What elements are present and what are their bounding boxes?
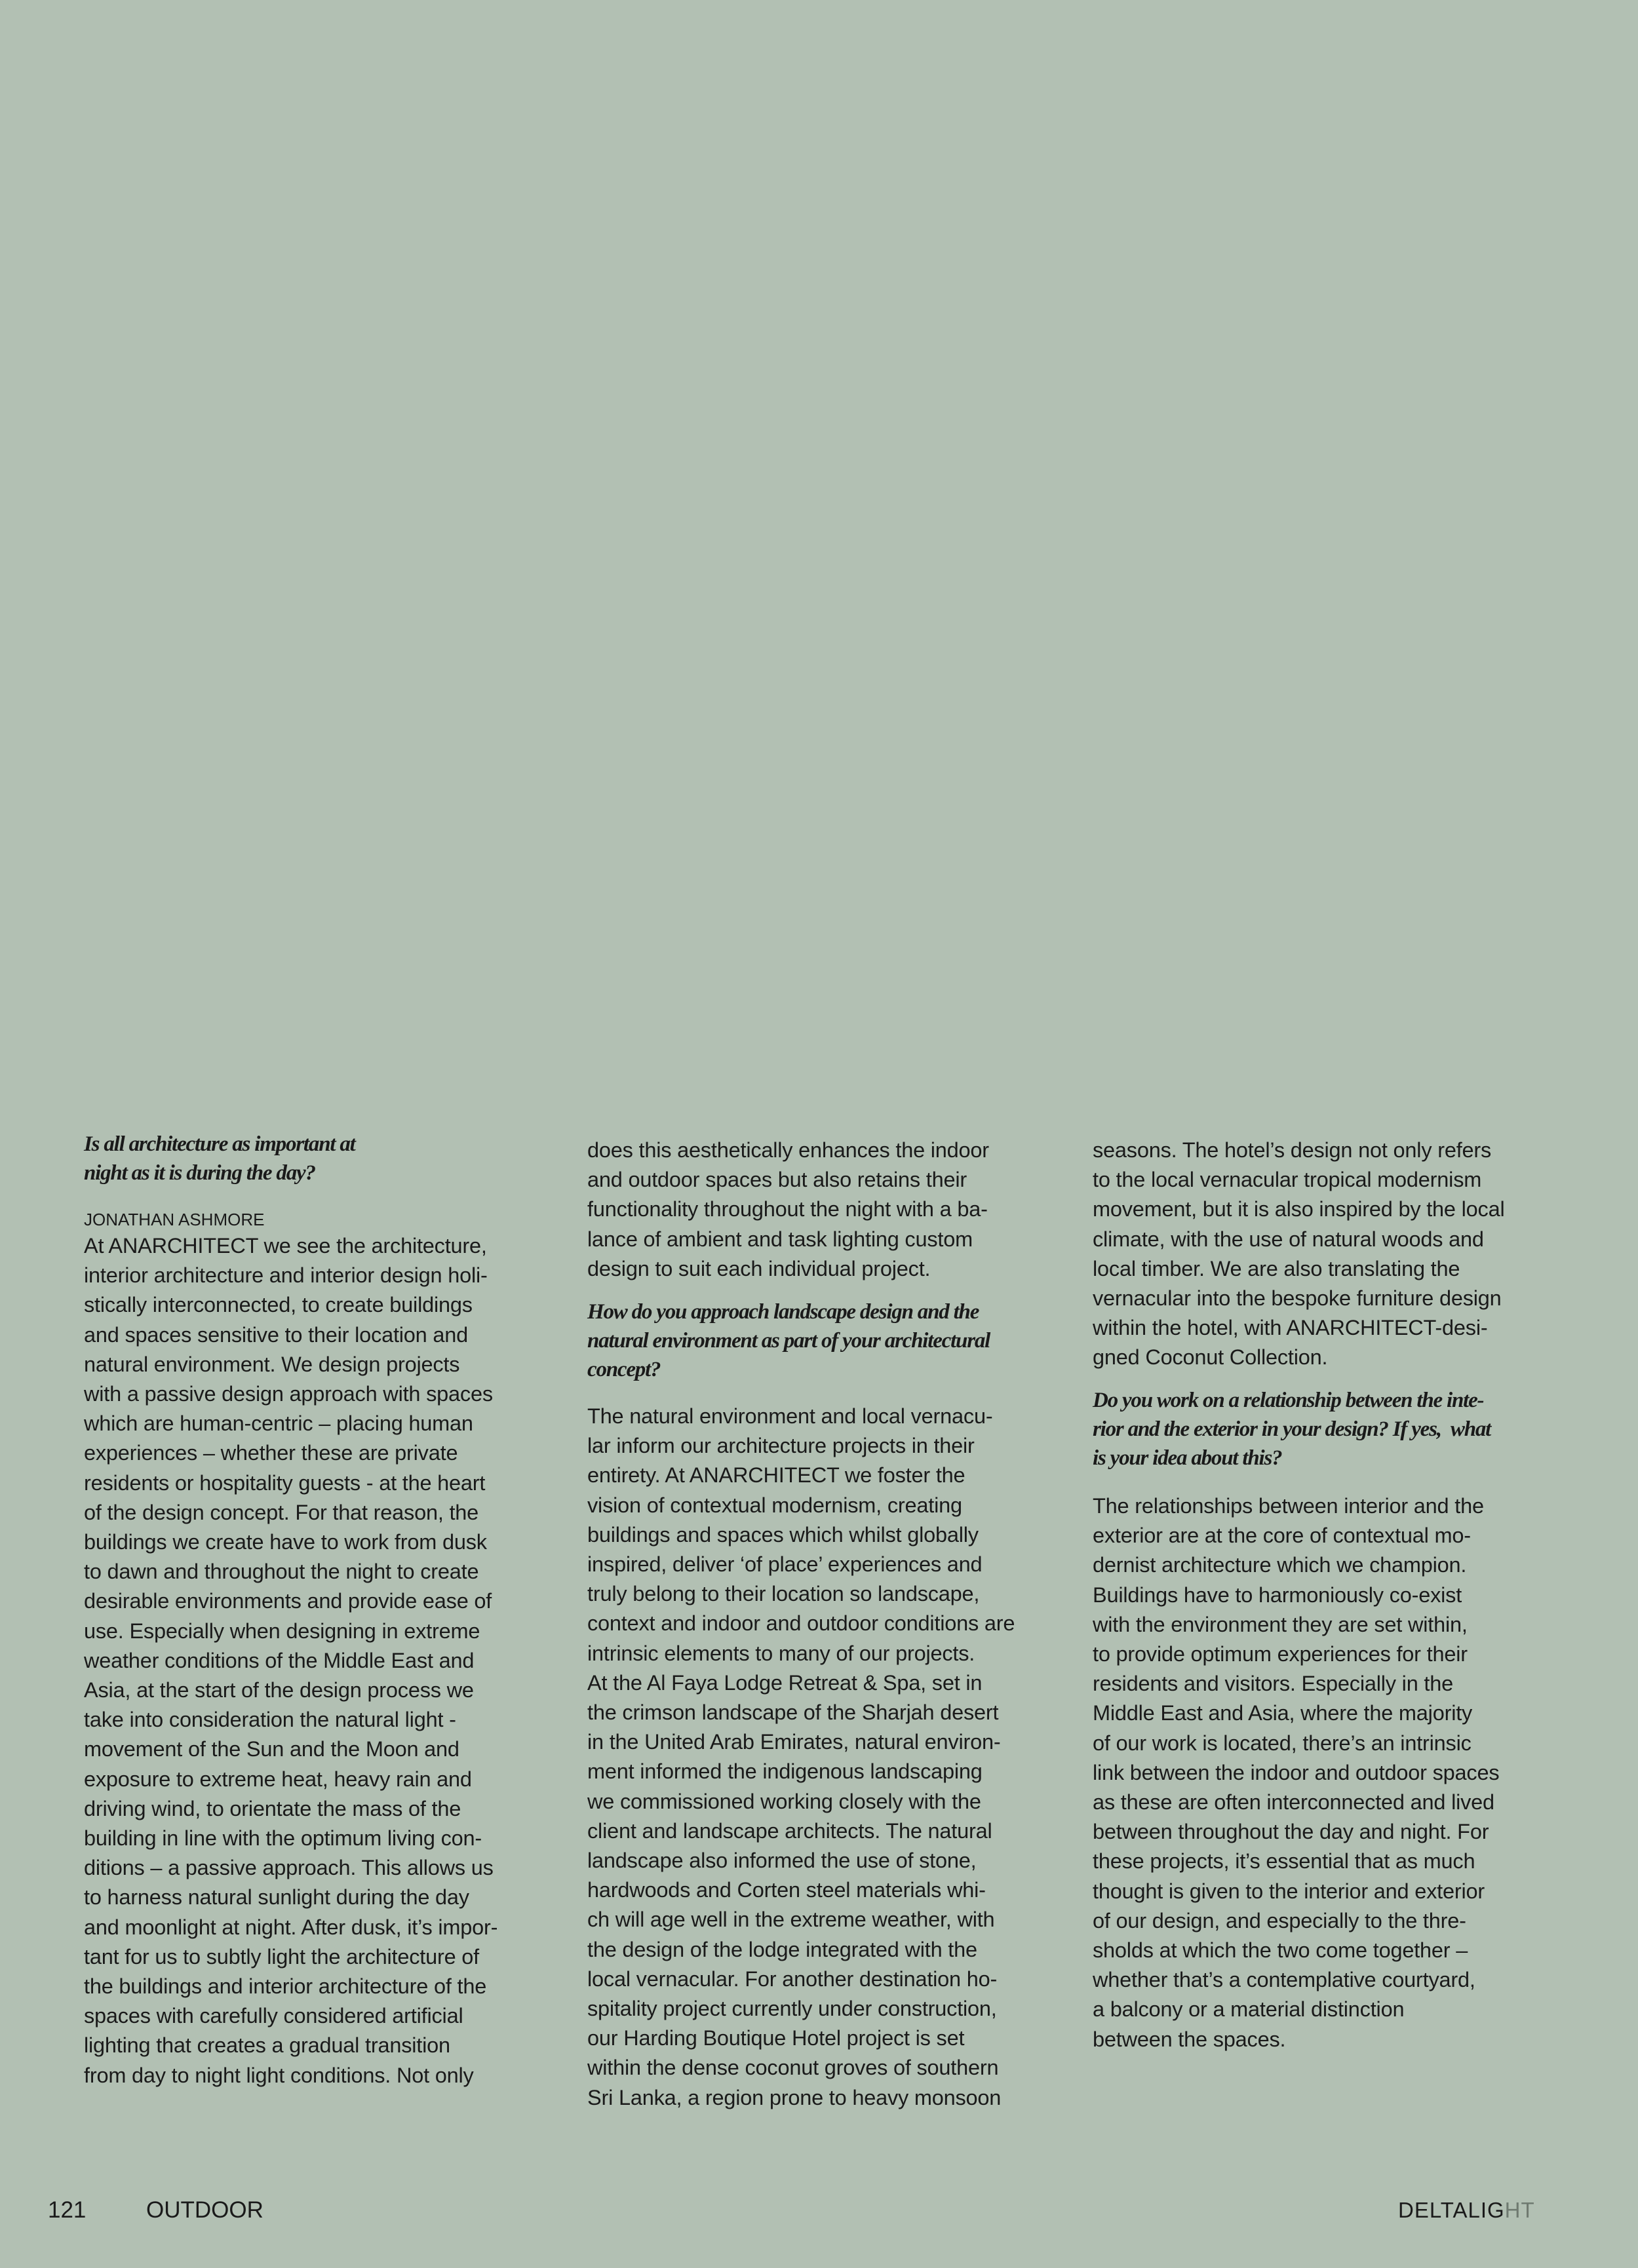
answer-continuation: seasons. The hotel’s design not only refers to the local vernacular tropical modernism movement, but it is also inspired by the local climate, with the use of natural woods and local timber. We are also translating the vernacular into the bespoke furniture design within the hotel, with ANARCHITECT-desi- gned Coconut Collection.: [1093, 1138, 1505, 1370]
section-label: OUTDOOR: [146, 2197, 263, 2223]
logo-light-part: HT: [1504, 2198, 1535, 2222]
answer-paragraph: The relationships between interior and the exterior are at the core of contextual mo- dernist architecture which we champion. Buildings have to harmoniously co-exist with the environment they are set within, to provide optimum experiences for their residents and visitors. Especially in the Middle East and Asia, where the majority of our work is located, there’s an intrinsic link between the indoor and outdoor spaces as these are often interconnected and lived between throughout the day and night. For these projects, it’s essential that as much thought is given to the interior and exterior of our design, and especially to the thre- sholds at which the two come together – whether that’s a contemplative courtyard, a balcony or a material distinction between the spaces.: [1093, 1494, 1500, 2051]
answer-continuation: does this aesthetically enhances the indoor and outdoor spaces but also retains their functionality throughout the night with a ba- lance of ambient and task lighting custom design to suit each individual project.: [587, 1138, 989, 1280]
question-heading: Is all architecture as important at night as it is during the day?: [84, 1132, 355, 1185]
logo-bold-part: DELTALIG: [1398, 2198, 1505, 2222]
answer-paragraph: At ANARCHITECT we see the architecture, interior architecture and interior design holi- stically interconnected, to create buildings and spaces sensitive to their location and natural environment. We design projects with a passive design approach with spaces which are human-centric – placing human experiences – whether these are private residents or hospitality guests - at the heart of the design concept. For that reason, the buildings we create have to work from dusk to dawn and throughout the night to create desirable environments and provide ease of use. Especially when designing in extreme weather conditions of the Middle East and Asia, at the start of the design process we take into consideration the natural light - movement of the Sun and the Moon and exposure to extreme heat, heavy rain and driving wind, to orientate the mass of the building in line with the optimum living con- ditions – a passive approach. This allows us to harness natural sunlight during the day and moonlight at night. After dusk, it’s impor- tant for us to subtly light the architecture of the buildings and interior architecture of the spaces with carefully considered artificial lighting that creates a gradual transition from day to night light conditions. Not only: [84, 1234, 498, 2087]
brand-logo: [1398, 2195, 1535, 2225]
author-name: JONATHAN ASHMORE: [84, 1210, 265, 1229]
answer-paragraph: The natural environment and local vernacu- lar inform our architecture projects in their entirety. At ANARCHITECT we foster the vision of contextual modernism, creating buildings and spaces which whilst globally inspired, deliver ‘of place’ experiences and truly belong to their location so landscape, context and indoor and outdoor conditions are intrinsic elements to many of our projects. At the Al Faya Lodge Retreat & Spa, set in the crimson landscape of the Sharjah desert in the United Arab Emirates, natural environ- ment informed the indigenous landscaping we commissioned working closely with the client and landscape architects. The natural landscape also informed the use of stone, hardwoods and Corten steel materials whi- ch will age well in the extreme weather, with the design of the lodge integrated with the local vernacular. For another destination ho- spitality project currently under construction, our Harding Boutique Hotel project is set within the dense coconut groves of southern Sri Lanka, a region prone to heavy monsoon: [587, 1404, 1015, 2109]
page-number: 121: [48, 2197, 87, 2223]
question-heading: How do you approach landscape design and the natural environment as part of your architectural concept?: [587, 1300, 990, 1381]
question-heading: Do you work on a relationship between the inte- rior and the exterior in your design? If yes, what is your idea about this?: [1093, 1389, 1491, 1470]
